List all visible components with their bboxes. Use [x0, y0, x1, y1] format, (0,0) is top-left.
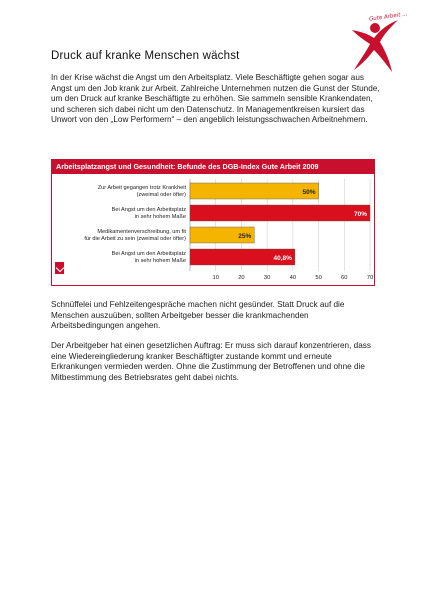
x-tick-label: 30	[263, 275, 271, 281]
closing-paragraph: Der Arbeitgeber hat einen gesetzlichen Auftrag: Er muss sich darauf konzentrieren, dass eine Wiedereingliederung kranker Beschäftigter zustande kommt und erneute Erkrankungen vermieden werden. Ohne die Zustimmung der Betroffenen und ohne die Mitbestimmung des Betriebsrates geht dabei nichts.	[51, 341, 371, 382]
category-label-4: Bei Angst um den Arbeitsplatz	[111, 251, 186, 257]
category-label-4: in sehr hohem Maße	[134, 258, 186, 264]
bar-value-label-4: 40,8%	[273, 255, 292, 262]
bar-chart	[52, 175, 374, 285]
bar-value-label-1: 50%	[302, 189, 316, 196]
chart-title: Arbeitsplatzangst und Gesundheit: Befunde des DGB-Index Gute Arbeit 2009	[52, 160, 374, 174]
bar-1	[190, 183, 319, 199]
bar-2	[190, 205, 370, 221]
category-label-1: (zweimal oder öfter)	[136, 192, 186, 198]
logo-tagline: Gute Arbeit ...	[368, 11, 408, 23]
x-tick-label: 40	[289, 275, 297, 281]
category-label-2: in sehr hohem Maße	[134, 214, 186, 220]
chart-box	[51, 159, 375, 286]
x-tick-label: 50	[315, 275, 322, 281]
ig-metall-logo	[55, 262, 64, 274]
page-title: Druck auf kranke Menschen wächst	[51, 50, 240, 62]
category-label-3: für die Arbeit zu sein (zweimal oder öfter)	[84, 236, 186, 242]
bar-value-label-3: 25%	[238, 233, 252, 240]
intro-paragraph: In der Krise wächst die Angst um den Arbeitsplatz. Viele Beschäftigte gehen sogar aus Angst um den Job krank zur Arbeit. Zahlreiche Unternehmen nutzen die Gunst der Stunde, um den Druck auf kranke Beschäftigte zu erhöhen. Sie sammeln sensible Krankendaten, und scheren sich dabei nicht um den Datenschutz. In Managementkreisen kursiert das Unwort von den „Low Performern“ – den angeblich leistungsschwachen Arbeitnehmern.	[51, 73, 380, 125]
middle-paragraph: Schnüffelei und Fehlzeitengespräche machen nicht gesünder. Statt Druck auf die Menschen auszuüben, sollten Arbeitgeber besser die krankmachenden Arbeitsbedingungen angehen.	[51, 300, 345, 331]
x-tick-label: 60	[341, 275, 348, 281]
x-tick-label: 20	[238, 275, 245, 281]
category-label-1: Zur Arbeit gegangen trotz Krankheit	[97, 185, 186, 191]
x-tick-label: 10	[212, 275, 219, 281]
x-tick-label: 70	[366, 275, 374, 281]
category-label-3: Medikamentenverschreibung, um fit	[97, 229, 186, 235]
bar-value-label-2: 70%	[353, 211, 367, 218]
category-label-2: Bei Angst um den Arbeitsplatz	[111, 207, 186, 213]
